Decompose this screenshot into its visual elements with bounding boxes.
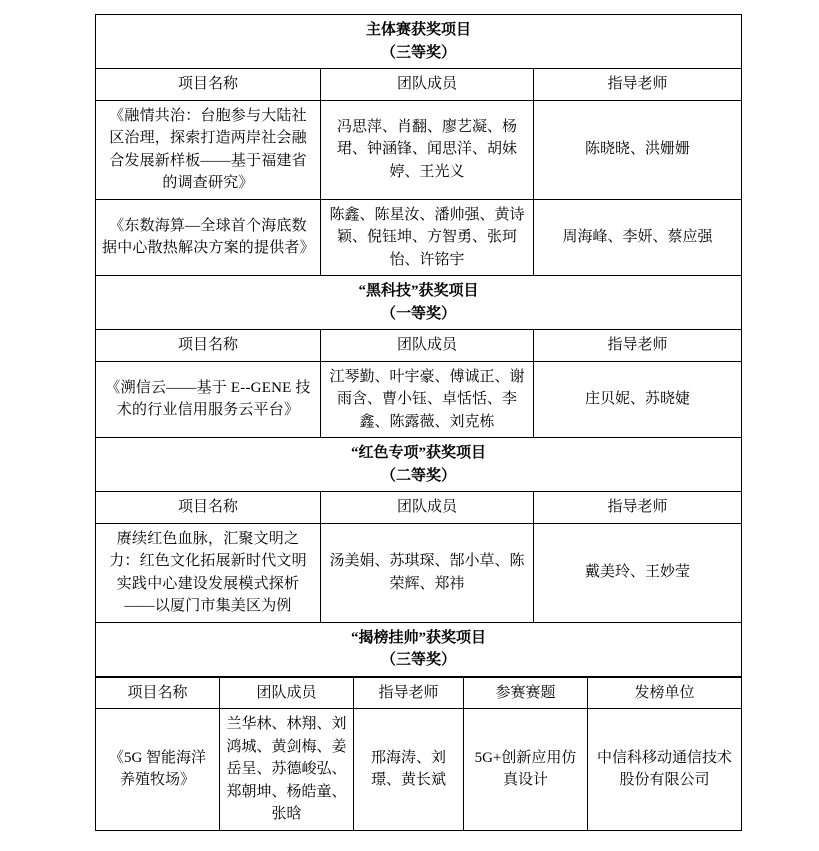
- section-title-text: “黑科技”获奖项目: [358, 283, 479, 299]
- section-title-text: “红色专项”获奖项目: [351, 445, 487, 461]
- header-team-members: 团队成员: [321, 492, 534, 524]
- header-issuing-unit: 发榜单位: [588, 677, 742, 709]
- header-advisors: 指导老师: [354, 677, 464, 709]
- column-header-row: [96, 677, 742, 709]
- section-title-cell: [96, 438, 742, 492]
- header-team-members: 团队成员: [321, 69, 534, 101]
- header-team-members: 团队成员: [321, 330, 534, 362]
- project-name: 《融情共治：台胞参与大陆社区治理，探索打造两岸社会融合发展新样板——基于福建省的调查研究》: [96, 100, 321, 199]
- section-title-cell: [96, 15, 742, 69]
- header-advisors: 指导老师: [534, 69, 742, 101]
- advisors: 庄贝妮、苏晓婕: [534, 361, 742, 438]
- awards-table-jiebangguashuai: [95, 677, 742, 831]
- section-title-row: [96, 438, 742, 492]
- section-subtitle-text: （一等奖）: [381, 305, 457, 322]
- project-name: 《东数海算—全球首个海底数据中心散热解决方案的提供者》: [96, 199, 321, 276]
- section-title-text: 主体赛获奖项目: [366, 22, 472, 38]
- advisors: 陈晓晓、洪姗姗: [534, 100, 742, 199]
- header-topic: 参赛赛题: [464, 677, 588, 709]
- section-title-cell: [96, 276, 742, 330]
- project-name: 赓续红色血脉，汇聚文明之力：红色文化拓展新时代文明实践中心建设发展模式探析——以厦门市集美区为例: [96, 523, 321, 622]
- team-members: 汤美娟、苏琪琛、郜小草、陈荣辉、郑祎: [321, 523, 534, 622]
- column-header-row: [96, 69, 742, 101]
- header-team-members: 团队成员: [220, 677, 354, 709]
- header-project-name: 项目名称: [96, 677, 220, 709]
- section-subtitle-text: （三等奖）: [381, 44, 457, 61]
- section-title-row: [96, 622, 742, 676]
- column-header-row: [96, 492, 742, 524]
- header-project-name: 项目名称: [96, 330, 321, 362]
- section-title-row: [96, 15, 742, 69]
- advisors: 邢海涛、刘璟、黄长斌: [354, 709, 464, 831]
- topic: 5G+创新应用仿真设计: [464, 709, 588, 831]
- table-row: [96, 361, 742, 438]
- team-members: 江琴勤、叶宇豪、傅诚正、谢雨含、曹小钰、卓恬恬、李鑫、陈露薇、刘克栋: [321, 361, 534, 438]
- header-project-name: 项目名称: [96, 69, 321, 101]
- advisors: 周海峰、李妍、蔡应强: [534, 199, 742, 276]
- team-members: 陈鑫、陈星汝、潘帅强、黄诗颖、倪钰坤、方智勇、张珂怡、许铭宇: [321, 199, 534, 276]
- table-row: [96, 709, 742, 831]
- table-row: [96, 523, 742, 622]
- column-header-row: [96, 330, 742, 362]
- issuing-unit: 中信科移动通信技术股份有限公司: [588, 709, 742, 831]
- project-name: 《5G 智能海洋养殖牧场》: [96, 709, 220, 831]
- table-row: [96, 199, 742, 276]
- table-row: [96, 100, 742, 199]
- header-project-name: 项目名称: [96, 492, 321, 524]
- section-title-text: “揭榜挂帅”获奖项目: [351, 629, 487, 646]
- awards-table: [95, 14, 742, 677]
- header-advisors: 指导老师: [534, 492, 742, 524]
- section-subtitle-text: （三等奖）: [381, 652, 457, 668]
- team-members: 冯思萍、肖翻、廖艺凝、杨珺、钟涵锋、闻思洋、胡妹婷、王光义: [321, 100, 534, 199]
- section-title-row: [96, 276, 742, 330]
- section-title-cell: [96, 622, 742, 676]
- section-subtitle-text: （二等奖）: [381, 467, 457, 484]
- header-advisors: 指导老师: [534, 330, 742, 362]
- project-name: 《溯信云——基于 E--GENE 技术的行业信用服务云平台》: [96, 361, 321, 438]
- advisors: 戴美玲、王妙莹: [534, 523, 742, 622]
- team-members: 兰华林、林翔、刘鸿城、黄剑梅、姜岳呈、苏德峻弘、郑朝坤、杨皓童、张晗: [220, 709, 354, 831]
